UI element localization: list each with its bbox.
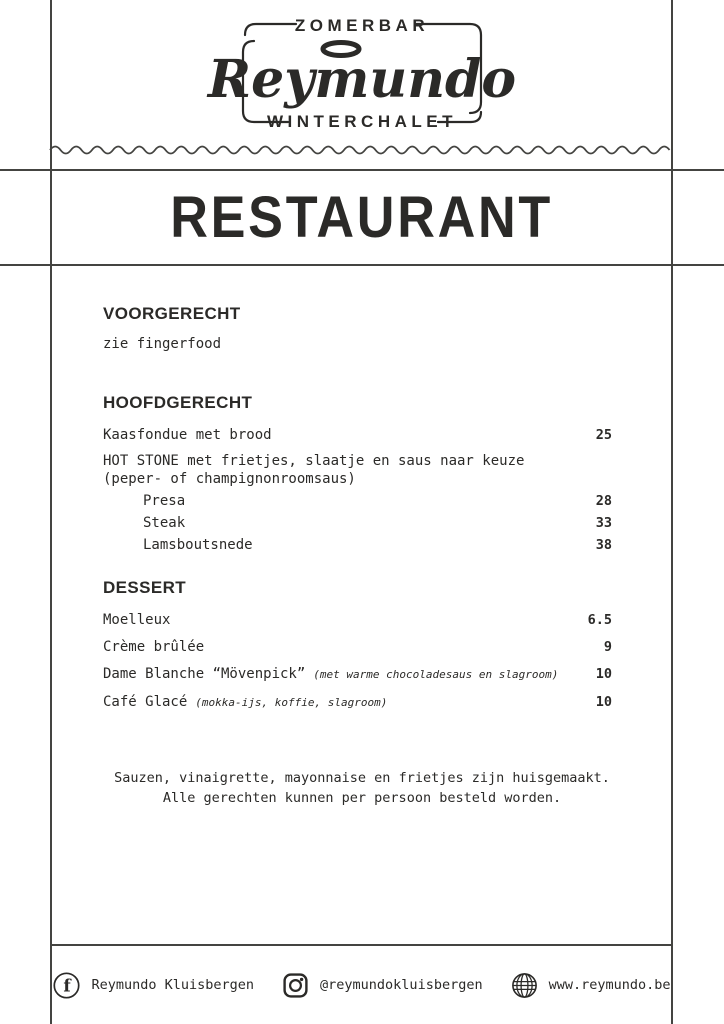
section-heading-hoofdgerecht: HOOFDGERECHT xyxy=(103,393,253,412)
title-bottom-line xyxy=(0,264,724,266)
item-name: HOT STONE met frietjes, slaatje en saus naar keuze xyxy=(103,453,525,469)
item-name: Steak xyxy=(143,515,186,531)
logo-top-label: ZOMERBAR xyxy=(294,16,430,35)
website-label: www.reymundo.be xyxy=(548,977,671,993)
footer-social-bar xyxy=(51,961,673,1009)
menu-item xyxy=(103,611,612,629)
menu-item xyxy=(103,536,612,554)
item-name: Lamsboutsnede xyxy=(143,537,253,553)
house-note-line1: Sauzen, vinaigrette, mayonnaise en frietjes zijn huisgemaakt. xyxy=(114,770,610,786)
wavy-divider xyxy=(50,147,670,154)
instagram-icon xyxy=(282,972,309,999)
item-price: 10 xyxy=(595,666,612,682)
item-price: 9 xyxy=(603,639,612,655)
item-name: Dame Blanche “Mövenpick” xyxy=(103,666,306,682)
item-name: Crème brûlée xyxy=(103,639,205,655)
menu-item xyxy=(103,514,612,532)
section-heading-voorgerecht: VOORGERECHT xyxy=(103,304,241,323)
item-price: 10 xyxy=(595,694,612,710)
logo-wordmark: Reymundo xyxy=(207,49,517,110)
instagram-link[interactable] xyxy=(282,972,483,999)
menu-item xyxy=(103,426,612,444)
page-title: RESTAURANT xyxy=(170,185,554,250)
item-name: Café Glacé xyxy=(103,694,188,710)
menu-item xyxy=(103,335,612,353)
facebook-icon xyxy=(53,972,80,999)
item-name-line2: (peper- of champignonroomsaus) xyxy=(103,471,356,487)
menu-item xyxy=(103,665,612,684)
item-price: 38 xyxy=(595,537,612,553)
menu-item xyxy=(103,492,612,510)
item-note: (mokka-ijs, koffie, slagroom) xyxy=(195,696,388,709)
globe-icon xyxy=(511,972,538,999)
website-link[interactable] xyxy=(511,972,671,999)
logo xyxy=(0,0,724,165)
item-price: 25 xyxy=(595,427,612,443)
menu xyxy=(103,303,612,712)
item-name: Kaasfondue met brood xyxy=(103,427,272,443)
house-note-line2: Alle gerechten kunnen per persoon besteld worden. xyxy=(162,790,562,806)
item-note: (met warme chocoladesaus en slagroom) xyxy=(313,668,559,681)
house-note xyxy=(51,768,673,808)
facebook-label: Reymundo Kluisbergen xyxy=(91,977,255,993)
svg-text:f: f xyxy=(63,976,72,996)
menu-item xyxy=(103,452,612,488)
section-heading-dessert: DESSERT xyxy=(103,578,187,597)
item-price: 6.5 xyxy=(587,612,612,628)
item-name: Presa xyxy=(143,493,186,509)
item-name: Moelleux xyxy=(103,612,171,628)
footer-top-line xyxy=(51,944,672,946)
menu-item xyxy=(103,638,612,656)
item-price: 33 xyxy=(595,515,612,531)
title-band xyxy=(0,171,724,264)
logo-bottom-label: WINTERCHALET xyxy=(267,112,457,131)
item-price: 28 xyxy=(595,493,612,509)
instagram-label: @reymundokluisbergen xyxy=(320,977,483,993)
menu-item xyxy=(103,693,612,712)
facebook-link[interactable] xyxy=(53,972,254,999)
item-name: zie fingerfood xyxy=(103,336,222,352)
